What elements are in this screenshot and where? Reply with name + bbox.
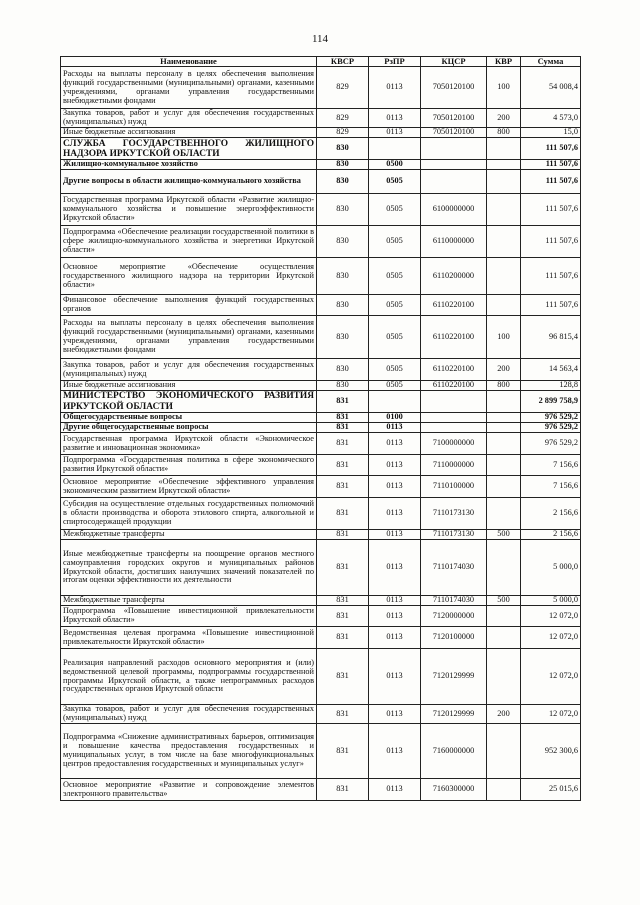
row-name-cell: Иные межбюджетные трансферты на поощрение органов местного самоуправления городских округов и муниципальных районов Иркутской области, достигших наилучших значений показателей по итогам оценки эффективности их деятельности [61, 540, 317, 596]
row-sum-cell: 12 072,0 [521, 627, 581, 649]
col-header-kvsr: КВСР [317, 57, 369, 67]
col-header-name: Наименование [61, 57, 317, 67]
row-kcsr-cell: 7050120100 [421, 109, 487, 128]
row-sum-cell: 111 507,6 [521, 226, 581, 258]
row-sum-cell: 111 507,6 [521, 258, 581, 295]
row-sum-cell: 5 000,0 [521, 596, 581, 606]
row-kvsr-cell: 831 [317, 705, 369, 724]
table-row [61, 606, 581, 627]
row-kvsr-cell: 831 [317, 423, 369, 433]
row-kcsr-cell: 7110100000 [421, 476, 487, 498]
row-sum-cell: 54 008,4 [521, 67, 581, 109]
row-kvsr-cell: 831 [317, 433, 369, 455]
row-sum-cell: 12 072,0 [521, 705, 581, 724]
row-kvr-cell [487, 160, 521, 170]
row-rzpr-cell: 0505 [369, 316, 421, 359]
row-kvsr-cell: 830 [317, 194, 369, 226]
row-name-cell: Расходы на выплаты персоналу в целях обеспечения выполнения функций государственными (муниципальными) органами, казенными учреждениями, органами управления государственными внебюджетными фондами [61, 316, 317, 359]
row-kvr-cell: 800 [487, 128, 521, 138]
row-rzpr-cell: 0113 [369, 596, 421, 606]
row-kcsr-cell: 6110220100 [421, 316, 487, 359]
budget-table [60, 56, 581, 801]
row-rzpr-cell: 0113 [369, 530, 421, 540]
row-rzpr-cell: 0505 [369, 295, 421, 316]
row-kcsr-cell: 6110220100 [421, 295, 487, 316]
table-row [61, 649, 581, 705]
table-header [61, 57, 581, 67]
col-header-rzpr: РзПР [369, 57, 421, 67]
row-kvsr-cell: 830 [317, 170, 369, 194]
row-sum-cell: 5 000,0 [521, 540, 581, 596]
row-kvsr-cell: 831 [317, 606, 369, 627]
table-row [61, 226, 581, 258]
row-name-cell: Другие общегосударственные вопросы [61, 423, 317, 433]
table-row [61, 295, 581, 316]
row-name-cell: Реализация направлений расходов основного мероприятия и (или) ведомственной целевой программы, подпрограммы государственной программы Иркутской области, а также непрограммных расходов государственных органов Иркутской области [61, 649, 317, 705]
row-name-cell: Подпрограмма «Государственная политика в сфере экономического развития Иркутской области» [61, 455, 317, 476]
table-row [61, 724, 581, 779]
row-kvr-cell [487, 649, 521, 705]
row-kvr-cell: 100 [487, 316, 521, 359]
row-rzpr-cell: 0113 [369, 627, 421, 649]
row-name-cell: Межбюджетные трансферты [61, 596, 317, 606]
row-name-cell: Основное мероприятие «Обеспечение осуществления государственного жилищного надзора на территории Иркутской области» [61, 258, 317, 295]
row-rzpr-cell: 0113 [369, 649, 421, 705]
table-row [61, 391, 581, 413]
row-name-cell: Иные бюджетные ассигнования [61, 381, 317, 391]
row-sum-cell: 12 072,0 [521, 649, 581, 705]
table-row [61, 455, 581, 476]
table-row [61, 359, 581, 381]
row-kvsr-cell: 831 [317, 627, 369, 649]
row-rzpr-cell: 0113 [369, 433, 421, 455]
row-sum-cell: 111 507,6 [521, 160, 581, 170]
row-sum-cell: 7 156,6 [521, 476, 581, 498]
row-rzpr-cell: 0113 [369, 476, 421, 498]
row-kcsr-cell: 7120129999 [421, 705, 487, 724]
row-name-cell: Основное мероприятие «Развитие и сопровождение элементов электронного правительства» [61, 779, 317, 801]
row-kcsr-cell: 6110220100 [421, 359, 487, 381]
row-kvsr-cell: 830 [317, 316, 369, 359]
row-kvr-cell [487, 226, 521, 258]
row-rzpr-cell: 0113 [369, 724, 421, 779]
row-sum-cell: 2 156,6 [521, 530, 581, 540]
row-kvr-cell [487, 258, 521, 295]
table-row [61, 160, 581, 170]
table-row [61, 138, 581, 160]
row-kvr-cell [487, 194, 521, 226]
row-kvr-cell: 200 [487, 109, 521, 128]
row-kvsr-cell: 831 [317, 391, 369, 413]
row-name-cell: Государственная программа Иркутской области «Экономическое развитие и инновационная экономика» [61, 433, 317, 455]
row-kcsr-cell: 7110173130 [421, 530, 487, 540]
row-kvsr-cell: 830 [317, 226, 369, 258]
row-kvsr-cell: 831 [317, 649, 369, 705]
row-kcsr-cell: 7120100000 [421, 627, 487, 649]
row-name-cell: Жилищно-коммунальное хозяйство [61, 160, 317, 170]
row-kvsr-cell: 831 [317, 455, 369, 476]
row-name-cell: Иные бюджетные ассигнования [61, 128, 317, 138]
row-rzpr-cell: 0505 [369, 381, 421, 391]
row-kcsr-cell [421, 391, 487, 413]
row-kcsr-cell: 7110000000 [421, 455, 487, 476]
row-kvr-cell [487, 476, 521, 498]
row-sum-cell: 111 507,6 [521, 295, 581, 316]
row-kvr-cell [487, 779, 521, 801]
row-kvr-cell [487, 498, 521, 530]
row-kvr-cell [487, 170, 521, 194]
row-rzpr-cell: 0113 [369, 67, 421, 109]
row-name-cell: Закупка товаров, работ и услуг для обеспечения государственных (муниципальных) нужд [61, 705, 317, 724]
table-row [61, 381, 581, 391]
row-rzpr-cell: 0113 [369, 540, 421, 596]
row-kvr-cell: 500 [487, 596, 521, 606]
row-kvr-cell [487, 433, 521, 455]
row-kvsr-cell: 831 [317, 476, 369, 498]
row-kcsr-cell: 7120129999 [421, 649, 487, 705]
row-kcsr-cell: 6110220100 [421, 381, 487, 391]
row-sum-cell: 976 529,2 [521, 423, 581, 433]
row-name-cell: Ведомственная целевая программа «Повышение инвестиционной привлекательности Иркутской области» [61, 627, 317, 649]
row-rzpr-cell: 0113 [369, 498, 421, 530]
row-name-cell: Закупка товаров, работ и услуг для обеспечения государственных (муниципальных) нужд [61, 109, 317, 128]
table-row [61, 413, 581, 423]
table-row [61, 316, 581, 359]
row-rzpr-cell: 0500 [369, 160, 421, 170]
table-row [61, 530, 581, 540]
row-kcsr-cell [421, 160, 487, 170]
row-kcsr-cell [421, 170, 487, 194]
table-row [61, 67, 581, 109]
row-name-cell: Подпрограмма «Обеспечение реализации государственной политики в сфере жилищно-коммунального хозяйства и энергетики Иркутской области» [61, 226, 317, 258]
row-kvsr-cell: 831 [317, 596, 369, 606]
row-rzpr-cell: 0505 [369, 226, 421, 258]
table-row [61, 596, 581, 606]
row-kvr-cell [487, 423, 521, 433]
row-kvsr-cell: 831 [317, 413, 369, 423]
row-sum-cell: 111 507,6 [521, 194, 581, 226]
row-name-cell: Финансовое обеспечение выполнения функций государственных органов [61, 295, 317, 316]
row-rzpr-cell: 0113 [369, 128, 421, 138]
row-kvsr-cell: 830 [317, 160, 369, 170]
row-kvsr-cell: 831 [317, 724, 369, 779]
row-kvsr-cell: 830 [317, 359, 369, 381]
col-header-kvr: КВР [487, 57, 521, 67]
row-name-cell: Закупка товаров, работ и услуг для обеспечения государственных (муниципальных) нужд [61, 359, 317, 381]
row-sum-cell: 4 573,0 [521, 109, 581, 128]
row-sum-cell: 25 015,6 [521, 779, 581, 801]
row-kvsr-cell: 829 [317, 109, 369, 128]
row-rzpr-cell [369, 391, 421, 413]
row-kvsr-cell: 830 [317, 295, 369, 316]
row-name-cell: МИНИСТЕРСТВО ЭКОНОМИЧЕСКОГО РАЗВИТИЯ ИРКУТСКОЙ ОБЛАСТИ [61, 391, 317, 413]
row-sum-cell: 2 156,6 [521, 498, 581, 530]
table-row [61, 779, 581, 801]
row-kvr-cell [487, 540, 521, 596]
table-row [61, 627, 581, 649]
row-sum-cell: 952 300,6 [521, 724, 581, 779]
row-sum-cell: 2 899 758,9 [521, 391, 581, 413]
row-sum-cell: 96 815,4 [521, 316, 581, 359]
row-kvr-cell: 200 [487, 359, 521, 381]
row-sum-cell: 976 529,2 [521, 413, 581, 423]
row-name-cell: Субсидия на осуществление отдельных государственных полномочий в области производства и оборота этилового спирта, алкогольной и спиртосодержащей продукции [61, 498, 317, 530]
row-rzpr-cell: 0113 [369, 423, 421, 433]
row-name-cell: Государственная программа Иркутской области «Развитие жилищно-коммунального хозяйства и повышение энергоэффективности Иркутской области» [61, 194, 317, 226]
row-kvr-cell: 800 [487, 381, 521, 391]
row-rzpr-cell: 0505 [369, 194, 421, 226]
table-row [61, 705, 581, 724]
row-kvr-cell [487, 391, 521, 413]
row-rzpr-cell: 0113 [369, 109, 421, 128]
row-sum-cell: 15,0 [521, 128, 581, 138]
row-kcsr-cell [421, 138, 487, 160]
table-row [61, 128, 581, 138]
table-row [61, 170, 581, 194]
table-row [61, 476, 581, 498]
row-kcsr-cell: 6110000000 [421, 226, 487, 258]
row-rzpr-cell: 0113 [369, 455, 421, 476]
row-kcsr-cell: 7110174030 [421, 596, 487, 606]
row-rzpr-cell: 0113 [369, 606, 421, 627]
row-kvsr-cell: 829 [317, 67, 369, 109]
row-rzpr-cell [369, 138, 421, 160]
row-kvsr-cell: 831 [317, 498, 369, 530]
row-name-cell: Другие вопросы в области жилищно-коммунального хозяйства [61, 170, 317, 194]
row-kcsr-cell: 7050120100 [421, 67, 487, 109]
row-name-cell: СЛУЖБА ГОСУДАРСТВЕННОГО ЖИЛИЩНОГО НАДЗОРА ИРКУТСКОЙ ОБЛАСТИ [61, 138, 317, 160]
table-row [61, 423, 581, 433]
row-kvsr-cell: 831 [317, 779, 369, 801]
row-sum-cell: 12 072,0 [521, 606, 581, 627]
row-name-cell: Общегосударственные вопросы [61, 413, 317, 423]
row-sum-cell: 7 156,6 [521, 455, 581, 476]
row-kvr-cell: 200 [487, 705, 521, 724]
row-kvsr-cell: 830 [317, 381, 369, 391]
row-kvr-cell: 100 [487, 67, 521, 109]
row-kvr-cell [487, 295, 521, 316]
row-rzpr-cell: 0505 [369, 170, 421, 194]
col-header-sum: Сумма [521, 57, 581, 67]
row-name-cell: Межбюджетные трансферты [61, 530, 317, 540]
row-kvr-cell [487, 455, 521, 476]
row-name-cell: Основное мероприятие «Обеспечение эффективного управления экономическим развитием Иркутской области» [61, 476, 317, 498]
row-kcsr-cell [421, 423, 487, 433]
page-number: 114 [311, 33, 329, 45]
table-row [61, 194, 581, 226]
row-sum-cell: 128,8 [521, 381, 581, 391]
row-sum-cell: 111 507,6 [521, 138, 581, 160]
row-sum-cell: 976 529,2 [521, 433, 581, 455]
row-kcsr-cell [421, 413, 487, 423]
row-sum-cell: 111 507,6 [521, 170, 581, 194]
row-sum-cell: 14 563,4 [521, 359, 581, 381]
row-rzpr-cell: 0505 [369, 258, 421, 295]
col-header-kcsr: КЦСР [421, 57, 487, 67]
table-row [61, 109, 581, 128]
row-kcsr-cell: 7160300000 [421, 779, 487, 801]
row-rzpr-cell: 0100 [369, 413, 421, 423]
row-kvr-cell [487, 413, 521, 423]
row-kvr-cell [487, 627, 521, 649]
row-kcsr-cell: 7100000000 [421, 433, 487, 455]
row-kvsr-cell: 831 [317, 540, 369, 596]
row-name-cell: Расходы на выплаты персоналу в целях обеспечения выполнения функций государственными (муниципальными) органами, казенными учреждениями, органами управления государственными внебюджетными фондами [61, 67, 317, 109]
row-kvsr-cell: 829 [317, 128, 369, 138]
row-kcsr-cell: 7120000000 [421, 606, 487, 627]
row-name-cell: Подпрограмма «Повышение инвестиционной привлекательности Иркутской области» [61, 606, 317, 627]
row-kvr-cell: 500 [487, 530, 521, 540]
table-row [61, 498, 581, 530]
table-row [61, 258, 581, 295]
row-kvr-cell [487, 724, 521, 779]
row-kcsr-cell: 7050120100 [421, 128, 487, 138]
row-kcsr-cell: 6100000000 [421, 194, 487, 226]
row-rzpr-cell: 0113 [369, 705, 421, 724]
table-body [61, 67, 581, 801]
row-rzpr-cell: 0505 [369, 359, 421, 381]
row-kvr-cell [487, 606, 521, 627]
row-name-cell: Подпрограмма «Снижение административных барьеров, оптимизация и повышение качества предоставления государственных и муниципальных услуг, в том числе на базе многофункциональных центров предоставления государственных и муниципальных услуг» [61, 724, 317, 779]
row-kvsr-cell: 830 [317, 258, 369, 295]
row-kcsr-cell: 6110200000 [421, 258, 487, 295]
row-kcsr-cell: 7110173130 [421, 498, 487, 530]
table-row [61, 540, 581, 596]
table-row [61, 433, 581, 455]
row-kvr-cell [487, 138, 521, 160]
row-kvsr-cell: 831 [317, 530, 369, 540]
row-kvsr-cell: 830 [317, 138, 369, 160]
row-rzpr-cell: 0113 [369, 779, 421, 801]
row-kcsr-cell: 7110174030 [421, 540, 487, 596]
row-kcsr-cell: 7160000000 [421, 724, 487, 779]
